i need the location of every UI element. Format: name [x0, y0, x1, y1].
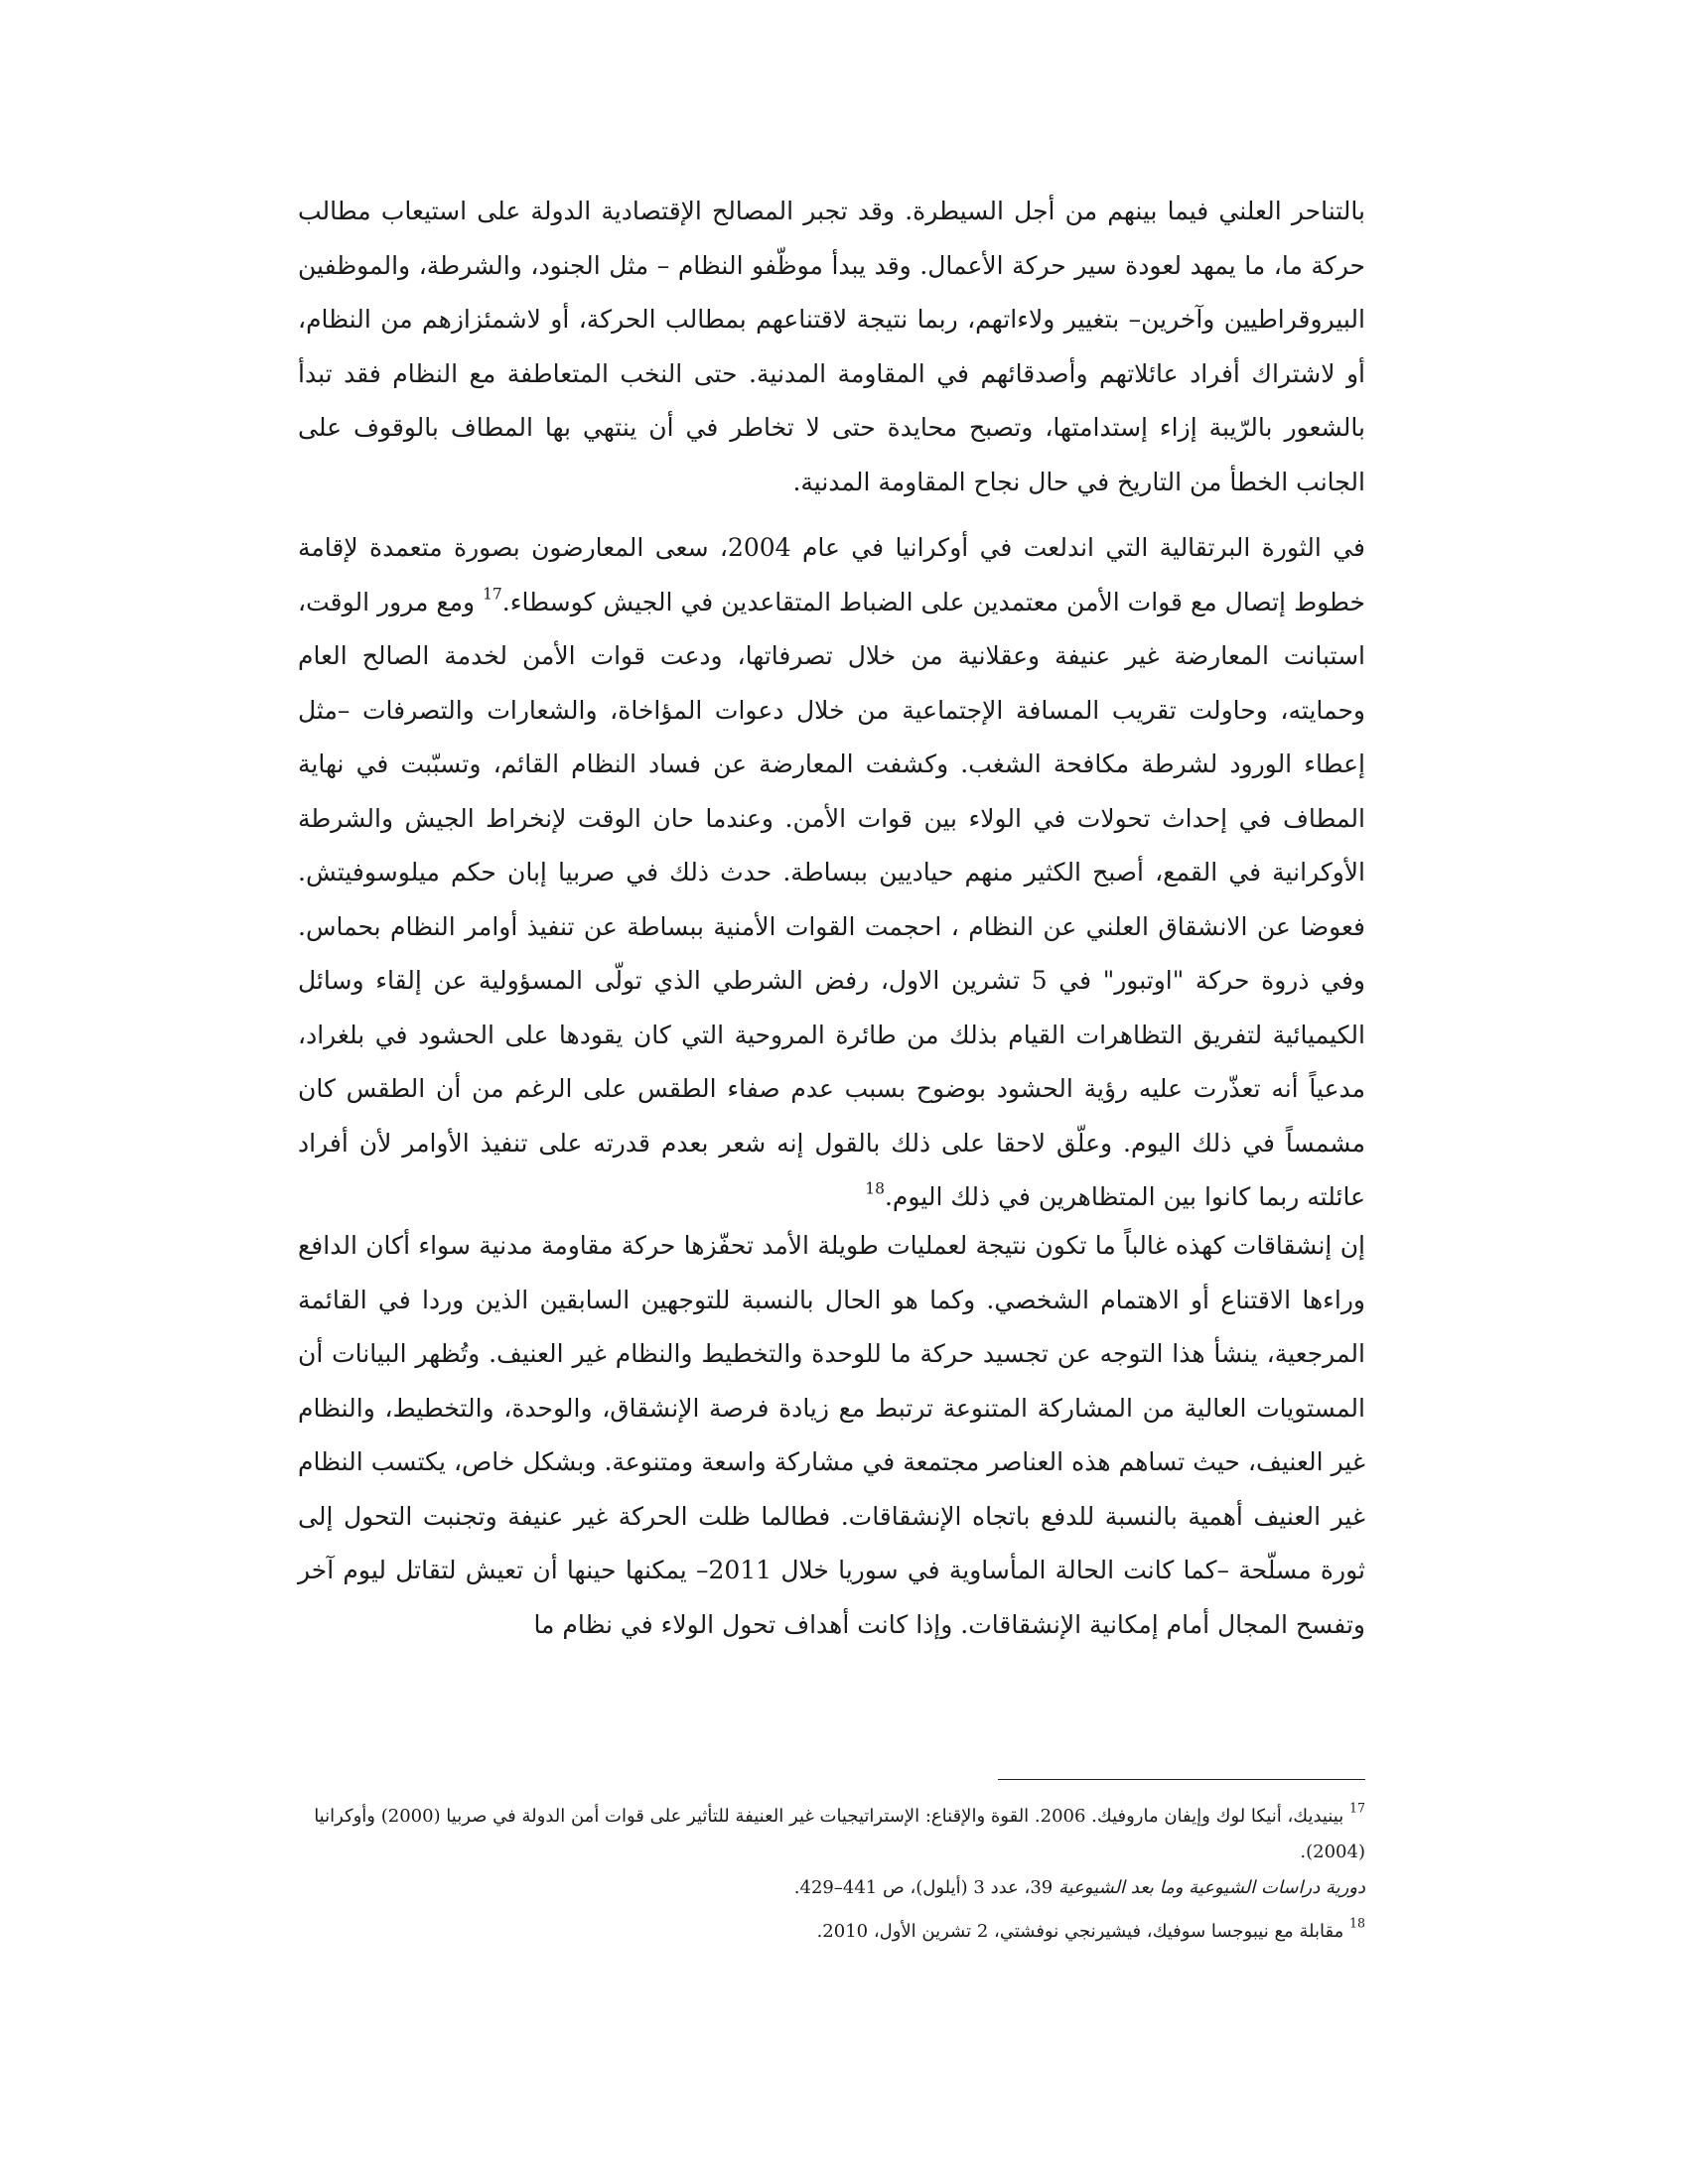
body-paragraph-3 — [298, 1219, 1365, 1652]
footnote-number: 18 — [1348, 1915, 1365, 1931]
paragraph-text-part: في الثورة البرتقالية التي اندلعت في أوكرانيا في عام 2004، سعى المعارضون بصورة متعمدة لإقامة خطوط إتصال مع قوات الأمن معتمدين على الضباط المتقاعدين في الجيش كوسطاء. — [298, 533, 1365, 616]
footnote-ref-18[interactable]: 18 — [865, 1179, 885, 1198]
footnote-number: 17 — [1348, 1800, 1365, 1816]
body-paragraph-2 — [298, 521, 1365, 1225]
footnote-text: بينيديك، أنيكا لوك وإيفان ماروفيك. 2006. القوة والإقناع: الإستراتيجيات غير العنيفة للتأثير على قوات أمن الدولة في صربيا (2000) وأوكرانيا (2004). — [314, 1806, 1365, 1862]
footnote-divider — [998, 1779, 1365, 1780]
footnote-17 — [298, 1799, 1365, 1906]
body-paragraph-1 — [298, 185, 1365, 509]
footnote-source-title: دورية دراسات الشيوعية وما بعد الشيوعية — [1057, 1877, 1365, 1898]
footnote-18 — [298, 1914, 1365, 1950]
paragraph-text-part: ومع مرور الوقت، استبانت المعارضة غير عنيفة وعقلانية من خلال تصرفاتها، ودعت قوات الأمن لخدمة الصالح العام وحمايته، وحاولت تقريب المسافة الإجتماعية من خلال دعوات المؤاخاة، والشعارات والتصرفات –مثل إعطاء الورود لشرطة مكافحة الشغب. وكشفت المعارضة عن فساد النظام القائم، وتسبّبت في نهاية المطاف في إحداث تحولات في الولاء بين قوات الأمن. وعندما حان الوقت لإنخراط الجيش والشرطة الأوكرانية في القمع، أصبح الكثير منهم حياديين ببساطة. حدث ذلك في صربيا إبان حكم ميلوسوفيتش. فعوضا عن الانشقاق العلني عن النظام ، احجمت القوات الأمنية ببساطة عن تنفيذ أوامر النظام بحماس. وفي ذروة حركة "اوتبور" في 5 تشرين الاول، رفض الشرطي الذي تولّى المسؤولية عن إلقاء وسائل الكيميائية لتفريق التظاهرات القيام بذلك من طائرة المروحية التي كان يقودها على الحشود في بلغراد، مدعياً أنه تعذّرت عليه رؤية الحشود بوضوح بسبب عدم صفاء الطقس على الرغم من أن الطقس كان مشمساً في ذلك اليوم. وعلّق لاحقا على ذلك بالقول إنه شعر بعدم قدرته على تنفيذ الأوامر لأن أفراد عائلته ربما كانوا بين المتظاهرين في ذلك اليوم. — [298, 587, 1365, 1211]
paragraph-text: بالتناحر العلني فيما بينهم من أجل السيطرة. وقد تجبر المصالح الإقتصادية الدولة على استيعاب مطالب حركة ما، ما يمهد لعودة سير حركة الأعمال. وقد يبدأ موظّفو النظام – مثل الجنود، والشرطة، والموظفين البيروقراطيين وآخرين– بتغيير ولاءاتهم، ربما نتيجة لاقتناعهم بمطالب الحركة، أو لاشمئزازهم من النظام، أو لاشتراك أفراد عائلاتهم وأصدقائهم في المقاومة المدنية. حتى النخب المتعاطفة مع النظام فقد تبدأ بالشعور بالرّيبة إزاء إستدامتها، وتصبح محايدة حتى لا تخاطر في أن ينتهي بها المطاف بالوقوف على الجانب الخطأ من التاريخ في حال نجاح المقاومة المدنية. — [298, 197, 1365, 496]
footnote-source-details: 39، عدد 3 (أيلول)، ص 441–429. — [793, 1877, 1058, 1898]
footnote-text: مقابلة مع نيبوجسا سوفيك، فيشيرنجي نوفشتي، 2 تشرين الأول، 2010. — [816, 1921, 1349, 1942]
paragraph-text — [298, 521, 1365, 1225]
paragraph-text: إن إنشقاقات كهذه غالباً ما تكون نتيجة لعمليات طويلة الأمد تحفّزها حركة مقاومة مدنية سواء أكان الدافع وراءها الاقتناع أو الاهتمام الشخصي. وكما هو الحال بالنسبة للتوجهين السابقين الذين وردا في القائمة المرجعية، ينشأ هذا التوجه عن تجسيد حركة ما للوحدة والتخطيط والنظام غير العنيف. وتُظهر البيانات أن المستويات العالية من المشاركة المتنوعة ترتبط مع زيادة فرصة الإنشقاق، والوحدة، والتخطيط، والنظام غير العنيف، حيث تساهم هذه العناصر مجتمعة في مشاركة واسعة ومتنوعة. وبشكل خاص، يكتسب النظام غير العنيف أهمية بالنسبة للدفع باتجاه الإنشقاقات. فطالما ظلت الحركة غير عنيفة وتجنبت التحول إلى ثورة مسلّحة –كما كانت الحالة المأساوية في سوريا خلال 2011– يمكنها حينها أن تعيش لتقاتل ليوم آخر وتفسح المجال أمام إمكانية الإنشقاقات. وإذا كانت أهداف تحول الولاء في نظام ما — [298, 1231, 1365, 1639]
footnote-ref-17[interactable]: 17 — [483, 584, 502, 603]
